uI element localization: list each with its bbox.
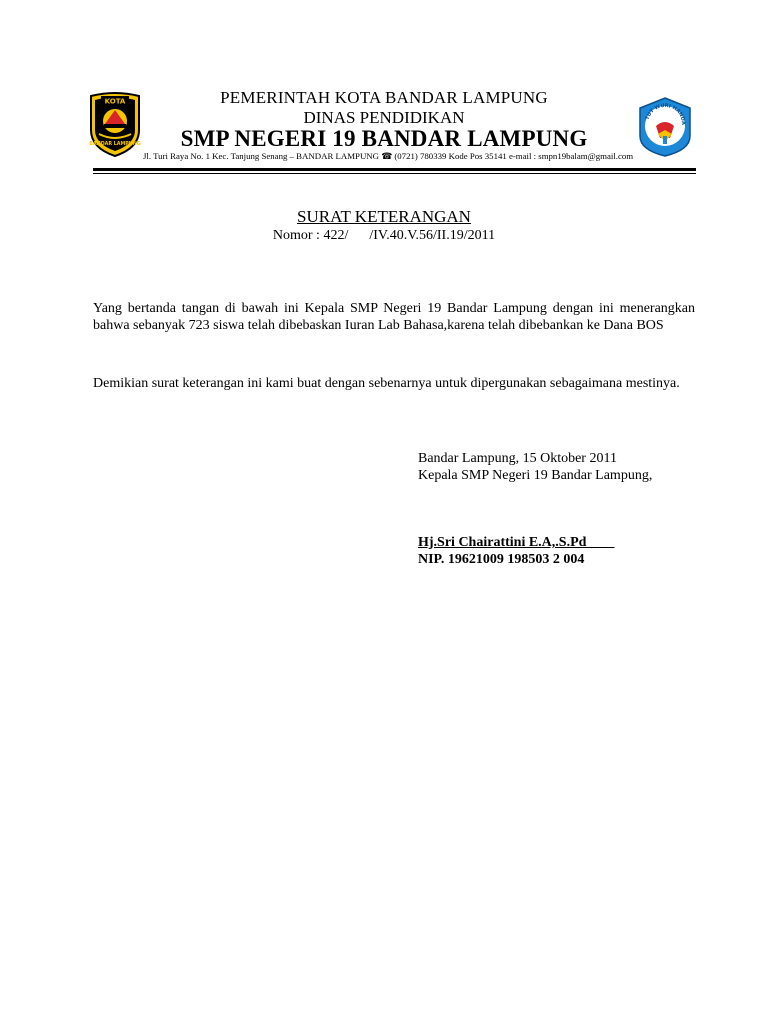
- body-paragraph-2: Demikian surat keterangan ini kami buat dengan sebenarnya untuk dipergunakan sebagaimana mestinya.: [93, 376, 680, 391]
- signer-nip: NIP. 19621009 198503 2 004: [418, 552, 585, 567]
- crest-bottom-text: BANDAR LAMPUNG: [89, 142, 141, 147]
- letterhead-divider-thin: [93, 173, 696, 174]
- place-and-date: Bandar Lampung, 15 Oktober 2011: [418, 451, 617, 466]
- signer-name: Hj.Sri Chairattini E.A,.S.Pd: [418, 535, 615, 550]
- government-heading: PEMERINTAH KOTA BANDAR LAMPUNG: [220, 88, 548, 107]
- signer-position: Kepala SMP Negeri 19 Bandar Lampung,: [418, 468, 653, 483]
- letterhead-divider-thick: [93, 168, 696, 171]
- document-number: Nomor : 422/ /IV.40.V.56/II.19/2011: [272, 228, 496, 243]
- body-paragraph-1: Yang bertanda tangan di bawah ini Kepala SMP Negeri 19 Bandar Lampung dengan ini menerangkan bahwa sebanyak 723 siswa telah dibebaskan Iuran Lab Bahasa,karena telah dibebankan ke Dana BOS: [93, 301, 695, 333]
- emblem-ring-text: TUT WURI HANDA: [644, 102, 687, 125]
- department-heading: DINAS PENDIDIKAN: [303, 108, 465, 127]
- school-address: Jl. Turi Raya No. 1 Kec. Tanjung Senang – BANDAR LAMPUNG ☎ (0721) 780339 Kode Pos 35141 e-mail : smpn19balam@gmail.com: [143, 151, 634, 161]
- document-title: SURAT KETERANGAN: [297, 207, 471, 226]
- crest-top-text: KOTA: [104, 97, 126, 106]
- school-name: SMP NEGERI 19 BANDAR LAMPUNG: [180, 126, 588, 151]
